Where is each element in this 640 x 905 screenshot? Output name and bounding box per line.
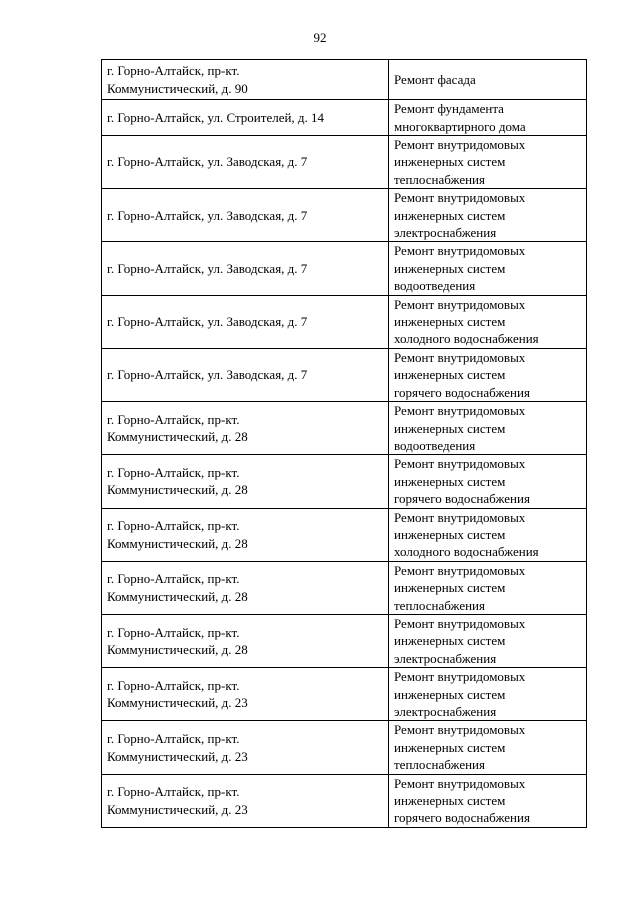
work-cell: Ремонт фасада <box>389 60 587 100</box>
work-cell: Ремонт внутридомовых инженерных систем теплоснабжения <box>389 136 587 189</box>
table-row <box>102 668 587 721</box>
table-row <box>102 561 587 614</box>
work-cell: Ремонт внутридомовых инженерных систем электроснабжения <box>389 668 587 721</box>
work-cell: Ремонт внутридомовых инженерных систем холодного водоснабжения <box>389 295 587 348</box>
table-row <box>102 60 587 100</box>
work-cell: Ремонт внутридомовых инженерных систем горячего водоснабжения <box>389 774 587 827</box>
table-row <box>102 295 587 348</box>
work-cell: Ремонт внутридомовых инженерных систем водоотведения <box>389 402 587 455</box>
address-cell: г. Горно-Алтайск, ул. Заводская, д. 7 <box>102 348 389 401</box>
work-cell: Ремонт внутридомовых инженерных систем электроснабжения <box>389 614 587 667</box>
table-row <box>102 348 587 401</box>
address-cell: г. Горно-Алтайск, пр-кт. Коммунистический, д. 28 <box>102 614 389 667</box>
table-row <box>102 721 587 774</box>
work-cell: Ремонт внутридомовых инженерных систем горячего водоснабжения <box>389 455 587 508</box>
table-row <box>102 100 587 136</box>
address-cell: г. Горно-Алтайск, ул. Строителей, д. 14 <box>102 100 389 136</box>
table-row <box>102 189 587 242</box>
table-row <box>102 614 587 667</box>
table-row <box>102 136 587 189</box>
table-row <box>102 508 587 561</box>
address-cell: г. Горно-Алтайск, ул. Заводская, д. 7 <box>102 242 389 295</box>
address-cell: г. Горно-Алтайск, ул. Заводская, д. 7 <box>102 295 389 348</box>
address-cell: г. Горно-Алтайск, пр-кт. Коммунистический, д. 23 <box>102 721 389 774</box>
address-cell: г. Горно-Алтайск, пр-кт. Коммунистический, д. 23 <box>102 668 389 721</box>
address-cell: г. Горно-Алтайск, пр-кт. Коммунистический, д. 28 <box>102 561 389 614</box>
works-table <box>101 59 587 828</box>
address-cell: г. Горно-Алтайск, пр-кт. Коммунистический, д. 23 <box>102 774 389 827</box>
address-cell: г. Горно-Алтайск, пр-кт. Коммунистический, д. 28 <box>102 508 389 561</box>
work-cell: Ремонт внутридомовых инженерных систем холодного водоснабжения <box>389 508 587 561</box>
table-row <box>102 242 587 295</box>
page-number: 92 <box>313 30 327 45</box>
table-row <box>102 402 587 455</box>
work-cell: Ремонт внутридомовых инженерных систем теплоснабжения <box>389 721 587 774</box>
table-row <box>102 455 587 508</box>
work-cell: Ремонт внутридомовых инженерных систем водоотведения <box>389 242 587 295</box>
address-cell: г. Горно-Алтайск, ул. Заводская, д. 7 <box>102 136 389 189</box>
work-cell: Ремонт фундамента многоквартирного дома <box>389 100 587 136</box>
work-cell: Ремонт внутридомовых инженерных систем горячего водоснабжения <box>389 348 587 401</box>
table-row <box>102 774 587 827</box>
address-cell: г. Горно-Алтайск, пр-кт. Коммунистический, д. 28 <box>102 402 389 455</box>
work-cell: Ремонт внутридомовых инженерных систем электроснабжения <box>389 189 587 242</box>
address-cell: г. Горно-Алтайск, пр-кт. Коммунистический, д. 90 <box>102 60 389 100</box>
address-cell: г. Горно-Алтайск, ул. Заводская, д. 7 <box>102 189 389 242</box>
address-cell: г. Горно-Алтайск, пр-кт. Коммунистический, д. 28 <box>102 455 389 508</box>
work-cell: Ремонт внутридомовых инженерных систем теплоснабжения <box>389 561 587 614</box>
